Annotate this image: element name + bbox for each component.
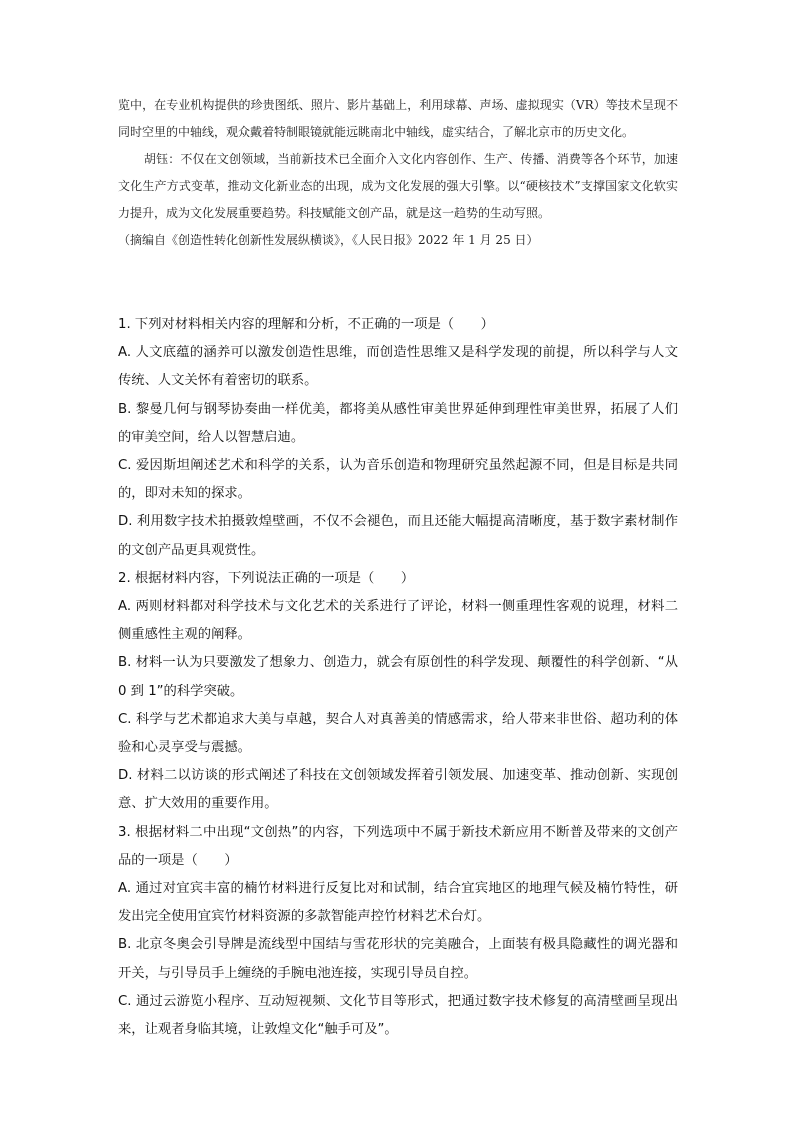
option-b: B. 黎曼几何与钢琴协奏曲一样优美，都将美从感性审美世界延伸到理性审美世界，拓展了人们的审美空间，给人以智慧启迪。 [118,401,678,445]
reading-passage [118,92,678,254]
option-d: D. 利用数字技术拍摄敦煌壁画，不仅不会褪色，而且还能大幅提高清晰度，基于数字素材制作的文创产品更具观赏性。 [118,514,678,558]
option-d: D. 材料二以访谈的形式阐述了科技在文创领域发挥着引领发展、加速变革、推动创新、实现创意、扩大效用的重要作用。 [118,768,678,812]
question-stem: 3. 根据材料二中出现“文创热”的内容，下列选项中不属于新技术新应用不断普及带来的文创产品的一项是（ ） [118,824,678,868]
passage-source: （摘编自《创造性转化创新性发展纵横谈》，《人民日报》2022 年 1 月 25 日） [118,233,539,247]
option-c: C. 通过云游览小程序、互动短视频、文化节目等形式，把通过数字技术修复的高清壁画呈现出来，让观者身临其境，让敦煌文化“触手可及”。 [118,993,678,1038]
passage-paragraph: 胡钰：不仅在文创领域，当前新技术已全面介入文化内容创作、生产、传播、消费等各个环节，加速文化生产方式变革，推动文化新业态的出现，成为文化发展的强大引擎。以“硬核技术”支撑国家文化软实力提升，成为文化发展重要趋势。科技赋能文创产品，就是这一趋势的生动写照。 [118,152,678,220]
question-list [118,311,678,1044]
passage-paragraph: 览中，在专业机构提供的珍贵图纸、照片、影片基础上，利用球幕、声场、虚拟现实（VR）等技术呈现不同时空里的中轴线，观众戴着特制眼镜就能远眺南北中轴线，虚实结合，了解北京市的历史文化。 [118,98,678,139]
option-b: B. 北京冬奥会引导牌是流线型中国结与雪花形状的完美融合，上面装有极具隐藏性的调光器和开关，与引导员手上缠绕的手腕电池连接，实现引导员自控。 [118,937,678,981]
option-c: C. 科学与艺术都追求大美与卓越，契合人对真善美的情感需求，给人带来非世俗、超功利的体验和心灵享受与震撼。 [118,711,678,756]
option-a: A. 通过对宜宾丰富的楠竹材料进行反复比对和试制，结合宜宾地区的地理气候及楠竹特性，研发出完全使用宜宾竹材料资源的多款智能声控竹材料艺术台灯。 [118,881,678,925]
option-a: A. 两则材料都对科学技术与文化艺术的关系进行了评论，材料一侧重理性客观的说理，材料二侧重感性主观的阐释。 [118,599,678,643]
option-b: B. 材料一认为只要激发了想象力、创造力，就会有原创性的科学发现、颠覆性的科学创新、“从 0 到 1”的科学突破。 [118,655,678,699]
question-stem: 1. 下列对材料相关内容的理解和分析，不正确的一项是（ ） [118,317,494,332]
question-1 [118,311,678,565]
question-2 [118,565,678,819]
question-3 [118,819,678,1045]
option-c: C. 爱因斯坦阐述艺术和科学的关系，认为音乐创造和物理研究虽然起源不同，但是目标是共同的，即对未知的探求。 [118,458,678,502]
question-stem: 2. 根据材料内容，下列说法正确的一项是（ ） [118,570,415,586]
option-a: A. 人文底蕴的涵养可以激发创造性思维，而创造性思维又是科学发现的前提，所以科学与人文传统、人文关怀有着密切的联系。 [118,345,678,389]
